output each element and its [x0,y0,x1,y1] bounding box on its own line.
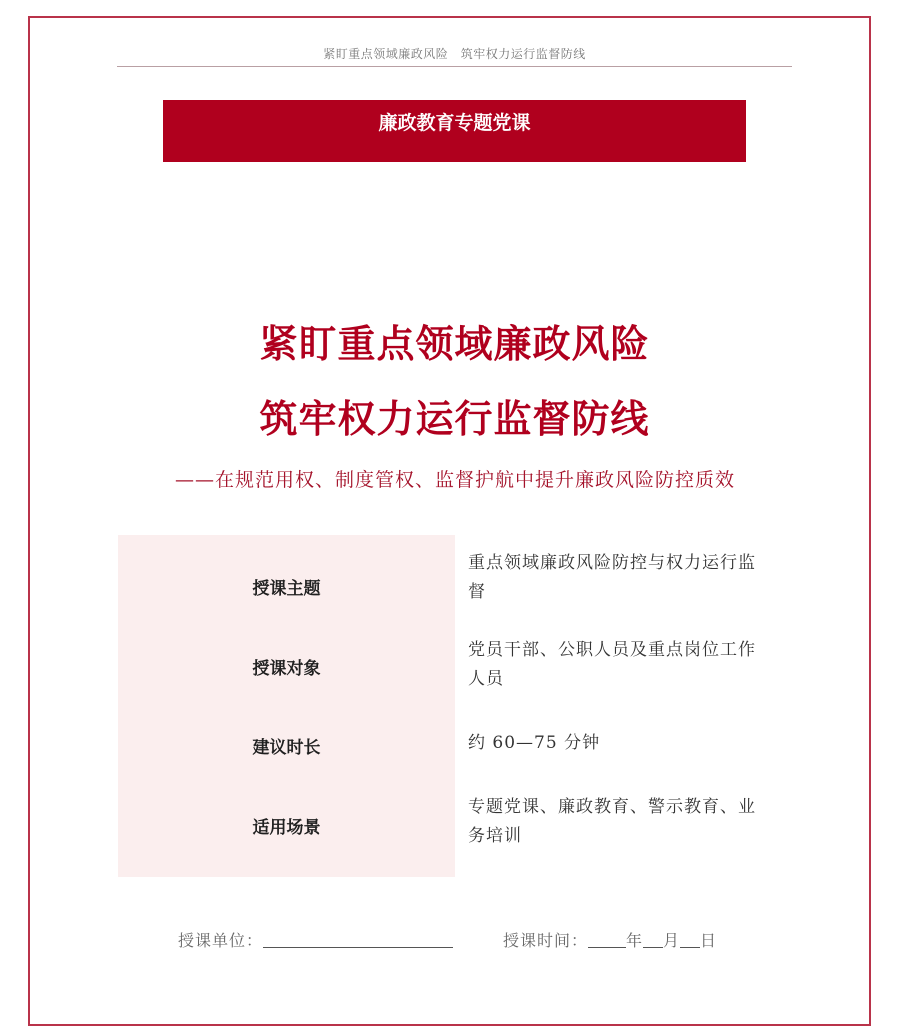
info-label: 建议时长 [252,738,321,758]
teaching-unit-field [178,928,453,951]
info-value: 约 60—75 分钟 [468,733,601,753]
teaching-unit-label: 授课单位： [178,931,264,950]
day-suffix: 日 [700,931,718,950]
day-blank [680,931,700,948]
month-blank [643,931,663,948]
title-line-2: 筑牢权力运行监督防线 [259,397,650,441]
year-suffix: 年 [626,931,644,950]
title-line-1: 紧盯重点领域廉政风险 [259,322,650,366]
banner: 廉政教育专题党课 [163,100,746,162]
teaching-time-field [503,928,717,951]
info-value: 党员干部、公职人员及重点岗位工作人员 [468,640,756,689]
subtitle: ——在规范用权、制度管权、监督护航中提升廉政风险防控质效 [174,469,735,491]
info-value: 重点领域廉政风险防控与权力运行监督 [468,553,756,602]
month-suffix: 月 [663,931,681,950]
teaching-unit-blank [263,931,453,948]
header-rule [117,66,792,67]
running-header: 紧盯重点领域廉政风险 筑牢权力运行监督防线 [323,47,586,61]
year-blank [588,931,626,948]
info-table [118,535,793,877]
info-label: 授课对象 [252,659,321,679]
info-value: 专题党课、廉政教育、警示教育、业务培训 [468,797,756,846]
teaching-time-label: 授课时间： [503,931,589,950]
info-label: 授课主题 [252,579,321,599]
info-label: 适用场景 [252,818,321,838]
